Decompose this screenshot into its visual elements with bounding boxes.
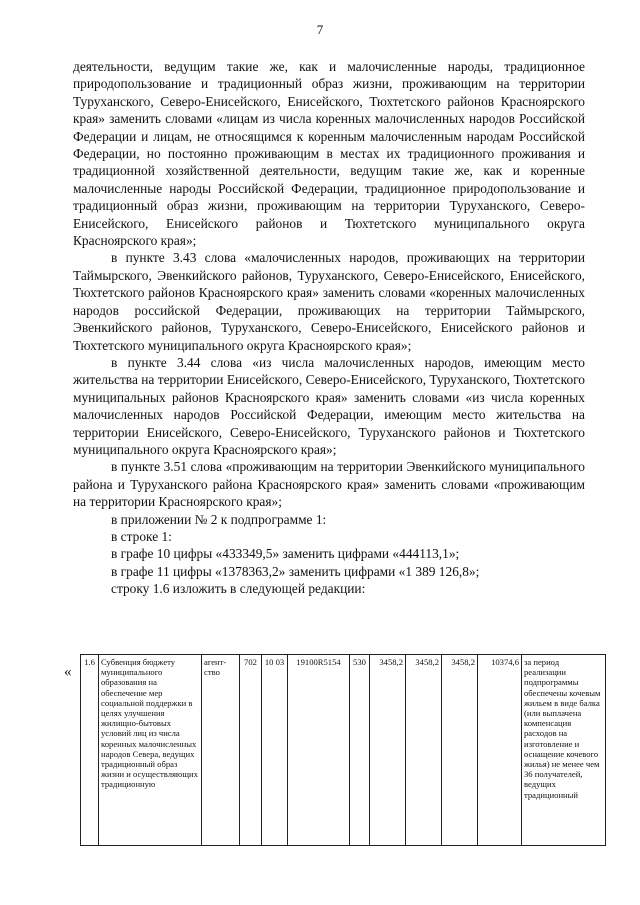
cell-name-text: Субвенция бюджету муниципального образования на обеспечение мер социальной поддержки в целях улучшения жилищно-бытовых условий лиц из числа коренных малочисленных народов Севера, ведущих традиционный образ жизни и осуществляющих традиционную — [101, 657, 198, 790]
paragraph: в пункте 3.43 слова «малочисленных народов, проживающих на территории Таймырского, Эвенкийского районов, Туруханского, Северо-Енисейского, Енисейского, Тюхтетского районов Красноярского края» заменить словами «коренных малочисленных народов российской Федерации, проживающих на территории Таймырского, Эвенкийского районов, Туруханского, Северо-Енисейского, Енисейского районов и Тюхтетского муниципального округа Красноярского края»; — [73, 250, 585, 353]
cell-total: 10374,6 — [478, 655, 522, 846]
paragraph: в графе 10 цифры «433349,5» заменить цифрами «444113,1»; — [111, 546, 460, 562]
cell-result — [522, 655, 606, 846]
cell-result-text: за период реализации подпрограммы обеспечены кочевым жильем в виде балка (или выплачена компенсация расходов на изготовление и оснащение кочевого жилья) не менее чем 36 получателей, ведущих традиционный — [524, 657, 601, 800]
cell-num: 1.6 — [81, 655, 99, 846]
page-number: 7 — [316, 22, 324, 37]
opening-quote: « — [64, 664, 72, 680]
cell-year1: 3458,2 — [370, 655, 406, 846]
paragraph: в графе 11 цифры «1378363,2» заменить цифрами «1 389 126,8»; — [111, 563, 480, 579]
paragraph: в пункте 3.51 слова «проживающим на территории Эвенкийского муниципального района и Туруханского района Красноярского края» заменить словами «проживающим на территории Красноярского края»; — [73, 459, 585, 510]
program-table — [80, 654, 606, 846]
cell-year2: 3458,2 — [406, 655, 442, 846]
cell-csr: 19100R5154 — [288, 655, 350, 846]
paragraph: строку 1.6 изложить в следующей редакции: — [111, 581, 366, 597]
cell-year3: 3458,2 — [442, 655, 478, 846]
paragraph: в пункте 3.44 слова «из числа малочисленных народов, имеющим место жительства на территории Енисейского, Северо-Енисейского, Туруханского, Тюхтетского муниципальных районов Красноярского края» заменить словами «из числа коренных малочисленных народов Российской Федерации, имеющим место жительства на территории Енисейского, Северо-Енисейского, Туруханского районов и Тюхтетского муниципального округа Красноярского края»; — [73, 354, 585, 457]
paragraph: в строке 1: — [111, 528, 172, 544]
table-row — [81, 655, 606, 846]
cell-vr: 530 — [350, 655, 370, 846]
cell-name — [99, 655, 202, 846]
cell-grbs: 702 — [240, 655, 262, 846]
paragraph: деятельности, ведущим такие же, как и малочисленные народы, традиционное природопользование и традиционный образ жизни, проживающим на территории Туруханского, Северо-Енисейского, Енисейского, Тюхтетского районов Красноярского края» заменить словами «лицам из числа коренных малочисленных народов Российской Федерации и лицам, не относящимся к коренным малочисленным народам Российской Федерации, но постоянно проживающим в местах их традиционного проживания и традиционной хозяйственной деятельности, ведущим такие же, как и коренные малочисленные народы Российской Федерации, традиционное природопользование и традиционный образ жизни, проживающим на территории Туруханского, Северо-Енисейского, Енисейского районов и Тюхтетского муниципального округа Красноярского края»; — [73, 59, 585, 249]
cell-executor: агент-ство — [202, 655, 240, 846]
document-body — [73, 58, 585, 598]
paragraph: в приложении № 2 к подпрограмме 1: — [111, 511, 327, 527]
cell-rzpr: 10 03 — [262, 655, 288, 846]
